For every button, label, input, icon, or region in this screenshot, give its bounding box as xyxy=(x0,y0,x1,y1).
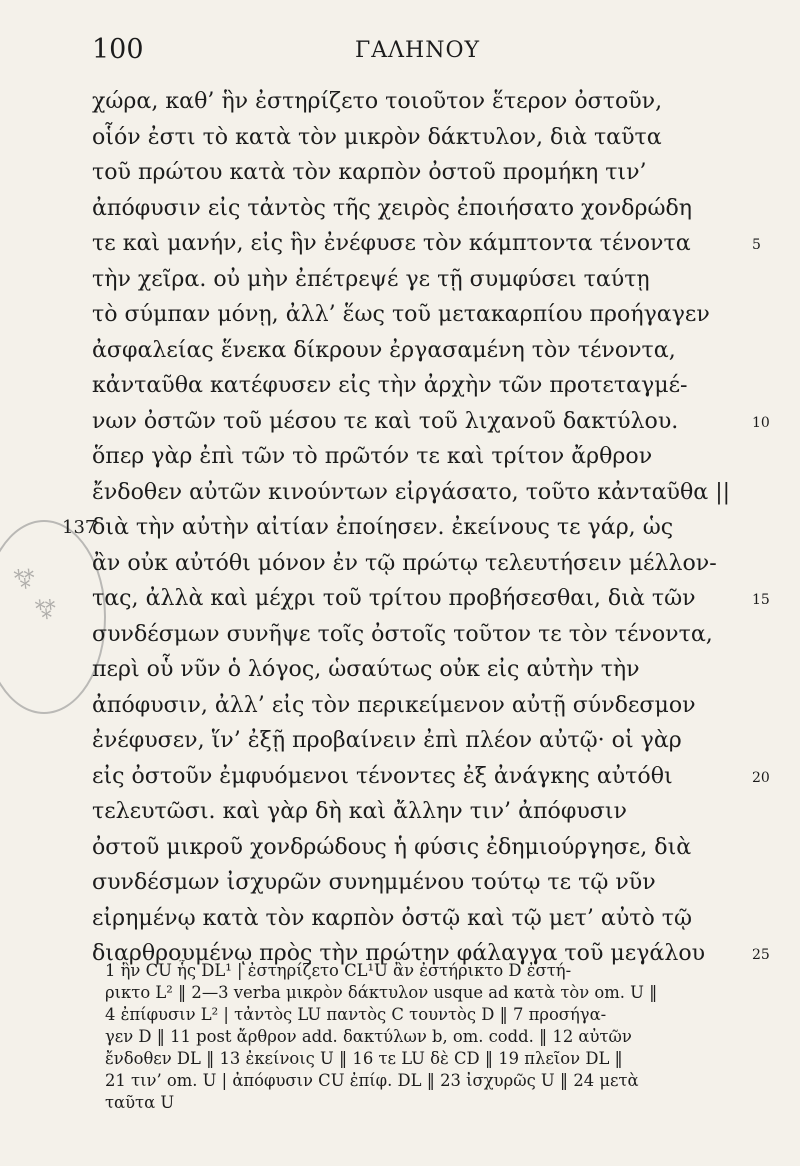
line-text: τοῦ πρώτου κατὰ τὸν καρπὸν ὀστοῦ προμήκη τιν’ xyxy=(92,159,647,185)
line-text: διαρθρουμένῳ πρὸς τὴν πρώτην φάλαγγα τοῦ μεγάλου xyxy=(92,940,706,966)
line-text: ἐνέφυσεν, ἵν’ ἐξῇ προβαίνειν ἐπὶ πλέον αὐτῷ· οἱ γὰρ xyxy=(92,727,682,753)
line-text: ὅπερ γὰρ ἐπὶ τῶν τὸ πρῶτόν τε καὶ τρίτον ἄρθρον xyxy=(92,443,653,469)
text-line xyxy=(92,652,752,688)
text-line xyxy=(92,723,752,759)
line-number: 15 xyxy=(752,592,770,608)
line-text: εἰρημένῳ κατὰ τὸν καρπὸν ὀστῷ καὶ τῷ μετ’ αὐτὸ τῷ xyxy=(92,904,693,931)
text-line xyxy=(92,830,752,866)
text-line xyxy=(92,688,752,724)
line-text: νων ὀστῶν τοῦ μέσου τε καὶ τοῦ λιχανοῦ δακτύλου. xyxy=(92,407,679,434)
text-line xyxy=(92,333,752,369)
apparatus-line: ταῦτα U xyxy=(105,1093,175,1112)
text-line xyxy=(92,865,752,901)
line-text: τελευτῶσι. καὶ γὰρ δὴ καὶ ἄλλην τιν’ ἀπόφυσιν xyxy=(92,798,627,824)
line-text: διὰ τὴν αὐτὴν αἰτίαν ἐποίησεν. ἐκείνους τε γάρ, ὡς xyxy=(92,514,674,540)
line-number: 20 xyxy=(752,769,770,786)
text-line xyxy=(92,297,752,333)
text-line xyxy=(92,368,752,404)
line-text: ἀπόφυσιν, ἀλλ’ εἰς τὸν περικείμενον αὐτῇ σύνδεσμον xyxy=(92,691,696,718)
line-text: χώρα, καθ’ ἣν ἐστηρίζετο τοιοῦτον ἕτερον ὀστοῦν, xyxy=(92,88,663,114)
text-line xyxy=(92,759,770,795)
line-text: συνδέσμων συνῆψε τοῖς ὀστοῖς τοῦτον τε τὸν τένοντα, xyxy=(92,620,713,647)
apparatus-line: ἔνδοθεν DL ‖ 13 ἐκείνοις U ‖ 16 τε LU δὲ CD ‖ 19 πλεῖον DL ‖ xyxy=(105,1049,623,1068)
line-number: 10 xyxy=(752,414,770,431)
line-text: συνδέσμων ἰσχυρῶν συνημμένου τούτῳ τε τῷ νῦν xyxy=(92,869,656,895)
text-line xyxy=(92,84,752,120)
text-line xyxy=(92,439,752,475)
text-line xyxy=(92,581,770,617)
text-line xyxy=(92,262,752,298)
line-text: οἷόν ἐστι τὸ κατὰ τὸν μικρὸν δάκτυλον, διὰ ταῦτα xyxy=(92,123,662,150)
line-text: ἂν οὐκ αὐτόθι μόνον ἐν τῷ πρώτῳ τελευτήσειν μέλλον- xyxy=(92,549,717,576)
line-text: εἰς ὀστοῦν ἐμφυόμενοι τένοντες ἐξ ἀνάγκης αὐτόθι xyxy=(92,762,673,789)
text-line xyxy=(92,226,761,262)
text-line xyxy=(92,191,752,227)
line-text: τας, ἀλλὰ καὶ μέχρι τοῦ τρίτου προβήσεσθαι, διὰ τῶν xyxy=(92,585,696,611)
text-line xyxy=(92,404,770,440)
page-number: 100 xyxy=(92,34,144,65)
line-number: 5 xyxy=(752,237,761,253)
line-text: ἀπόφυσιν εἰς τἀντὸς τῆς χειρὸς ἐποιήσατο χονδρώδη xyxy=(92,194,693,221)
text-line xyxy=(92,475,752,511)
apparatus-line: 1 ἣν CU ἧς DL¹ | ἐστηρίζετο CL¹U ἂν ἐστήρικτο D ἐστή- xyxy=(105,961,572,980)
text-line xyxy=(92,794,752,830)
apparatus-line: 21 τιν’ om. U | ἀπόφυσιν CU ἐπίφ. DL ‖ 23 ἰσχυρῶς U ‖ 24 μετὰ xyxy=(105,1071,639,1090)
line-text: κἀνταῦθα κατέφυσεν εἰς τὴν ἀρχὴν τῶν προτεταγμέ- xyxy=(92,372,688,398)
line-text: περὶ οὗ νῦν ὁ λόγος, ὡσαύτως οὐκ εἰς αὐτὴν τὴν xyxy=(92,656,640,682)
stamp-mark: ⁂ ⁂ xyxy=(7,561,64,628)
running-title: ΓΑΛΗΝΟΥ xyxy=(355,38,481,63)
apparatus-line: 4 ἐπίφυσιν L² | τἀντὸς LU παντὸς C τουντὸς D ‖ 7 προσήγα- xyxy=(105,1005,607,1024)
text-line xyxy=(92,546,752,582)
apparatus-line: γεν D ‖ 11 post ἄρθρον add. δακτύλων b, om. codd. ‖ 12 αὐτῶν xyxy=(105,1027,632,1046)
margin-page-reference: 137 xyxy=(62,517,97,538)
text-line xyxy=(92,155,752,191)
main-text xyxy=(62,84,770,972)
line-text: ἀσφαλείας ἕνεκα δίκρουν ἐργασαμένη τὸν τένοντα, xyxy=(92,336,676,363)
library-stamp xyxy=(0,520,106,714)
line-text: τὸ σύμπαν μόνῃ, ἀλλ’ ἕως τοῦ μετακαρπίου προήγαγεν xyxy=(92,301,710,327)
page-header xyxy=(0,30,800,70)
text-line xyxy=(92,617,752,653)
line-number: 25 xyxy=(752,947,770,963)
apparatus-line: ρικτο L² ‖ 2—3 verba μικρὸν δάκτυλον usque ad κατὰ τὸν om. U ‖ xyxy=(105,983,658,1002)
text-line xyxy=(62,510,752,546)
text-line xyxy=(92,901,752,937)
line-text: τὴν χεῖρα. οὐ μὴν ἐπέτρεψέ γε τῇ συμφύσει ταύτῃ xyxy=(92,265,650,292)
text-line xyxy=(92,120,752,156)
critical-apparatus xyxy=(105,960,755,1114)
line-text: ὀστοῦ μικροῦ χονδρώδους ἡ φύσις ἐδημιούργησε, διὰ xyxy=(92,833,692,860)
line-text: τε καὶ μανήν, εἰς ἣν ἐνέφυσε τὸν κάμπτοντα τένοντα xyxy=(92,230,691,256)
line-text: ἔνδοθεν αὐτῶν κινούντων εἰργάσατο, τοῦτο κἀνταῦθα || xyxy=(92,478,731,505)
